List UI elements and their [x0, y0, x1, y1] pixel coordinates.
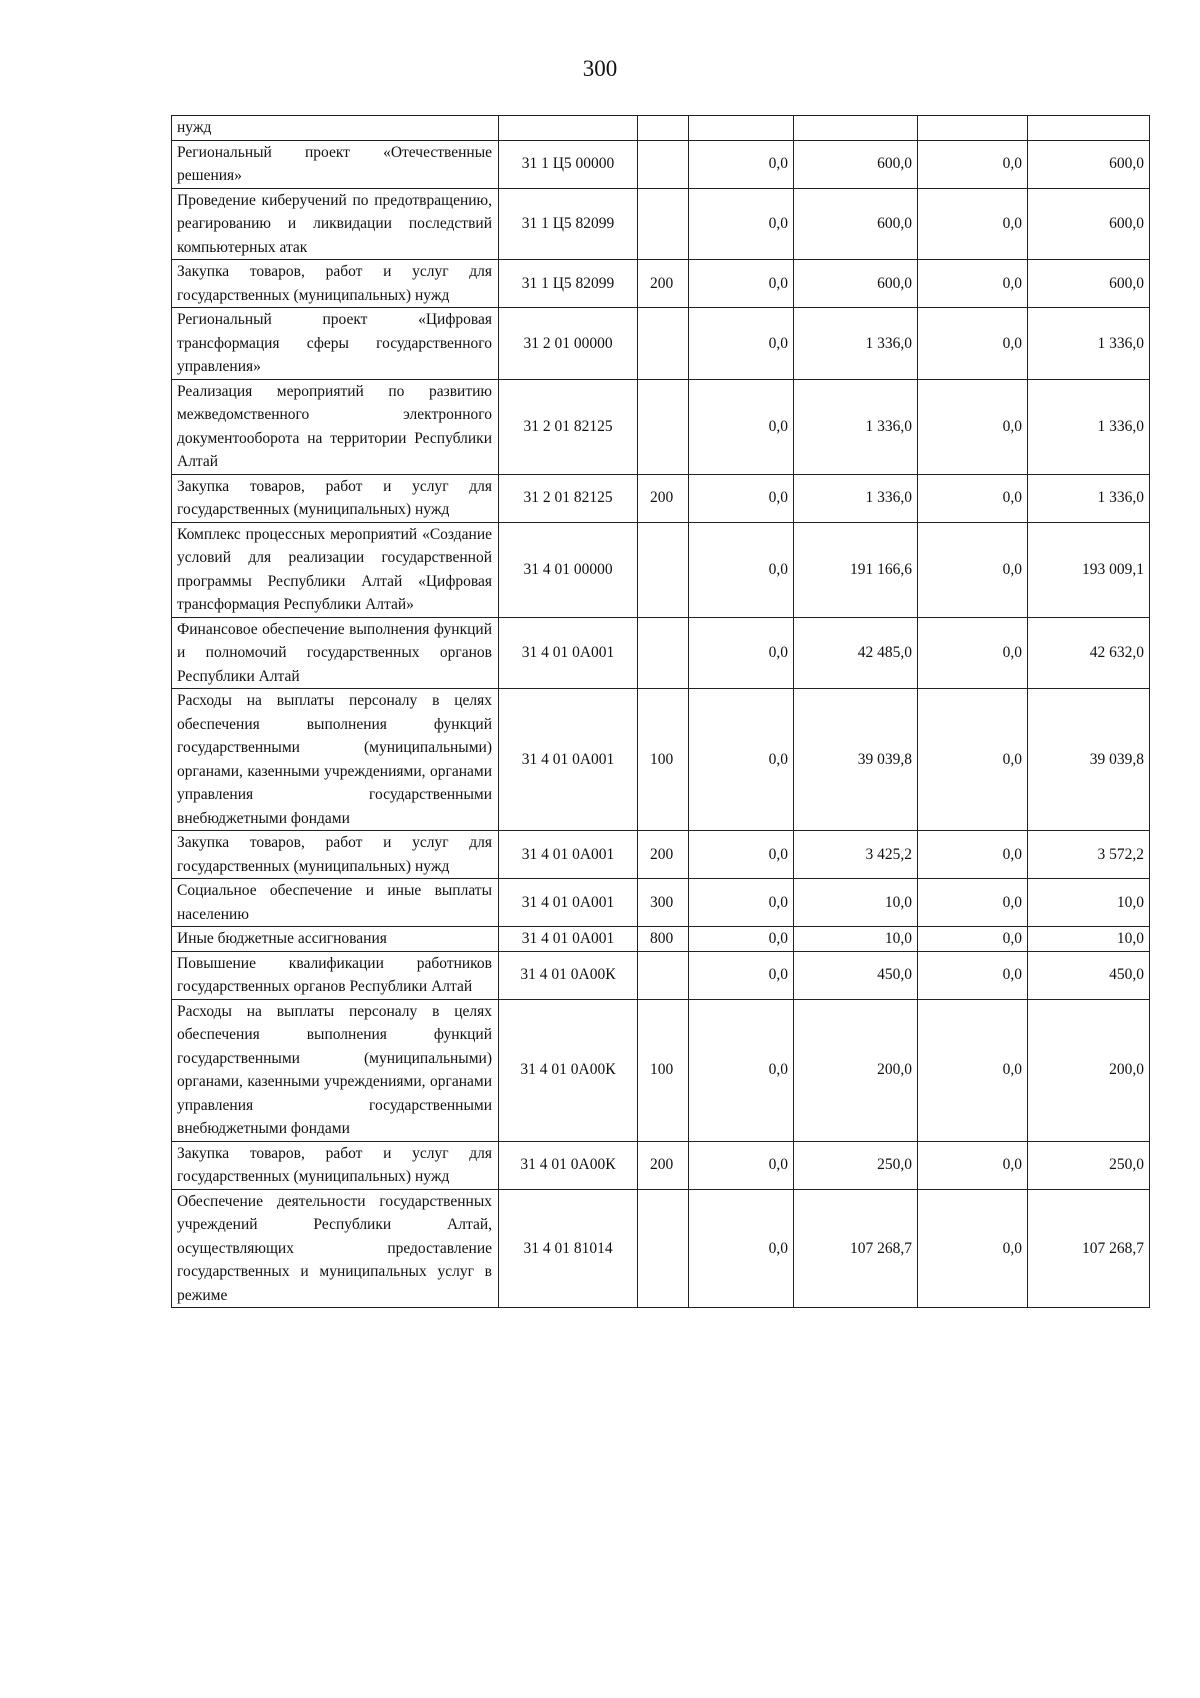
row-value-4-cell: 1 336,0 — [1028, 308, 1150, 380]
row-value-1-cell: 0,0 — [689, 1141, 794, 1189]
row-name-cell: Комплекс процессных мероприятий «Создание условий для реализации государственной программы Республики Алтай «Цифровая трансформация Республики Алтай» — [172, 522, 499, 617]
row-name-cell: Проведение киберучений по предотвращению, реагированию и ликвидации последствий компьютерных атак — [172, 188, 499, 260]
row-value-1-cell: 0,0 — [689, 951, 794, 999]
row-value-4-cell: 600,0 — [1028, 140, 1150, 188]
page-number: 300 — [582, 56, 618, 81]
row-value-2-cell: 42 485,0 — [794, 617, 918, 689]
row-name-cell: Закупка товаров, работ и услуг для государственных (муниципальных) нужд — [172, 831, 499, 879]
row-value-3-cell: 0,0 — [918, 927, 1028, 952]
row-code-cell: 31 2 01 82125 — [499, 474, 638, 522]
table-row — [172, 260, 1150, 308]
row-code-cell: 31 4 01 0А001 — [499, 617, 638, 689]
row-expense-type-cell: 100 — [638, 999, 689, 1141]
row-value-4-cell: 1 336,0 — [1028, 379, 1150, 474]
row-value-4-cell: 39 039,8 — [1028, 689, 1150, 831]
row-value-3-cell — [918, 116, 1028, 141]
row-name-cell: Социальное обеспечение и иные выплаты населению — [172, 879, 499, 927]
row-value-2-cell: 10,0 — [794, 927, 918, 952]
row-value-3-cell: 0,0 — [918, 474, 1028, 522]
row-name-cell: Региональный проект «Цифровая трансформация сферы государственного управления» — [172, 308, 499, 380]
table-row — [172, 951, 1150, 999]
row-expense-type-cell: 200 — [638, 1141, 689, 1189]
row-value-3-cell: 0,0 — [918, 999, 1028, 1141]
row-value-3-cell: 0,0 — [918, 831, 1028, 879]
row-name-cell: Закупка товаров, работ и услуг для государственных (муниципальных) нужд — [172, 260, 499, 308]
row-code-cell: 31 4 01 0А00К — [499, 999, 638, 1141]
row-value-2-cell: 450,0 — [794, 951, 918, 999]
row-value-2-cell: 10,0 — [794, 879, 918, 927]
row-value-1-cell: 0,0 — [689, 879, 794, 927]
row-code-cell: 31 4 01 0А001 — [499, 879, 638, 927]
row-value-1-cell: 0,0 — [689, 927, 794, 952]
table-row — [172, 927, 1150, 952]
row-value-3-cell: 0,0 — [918, 1141, 1028, 1189]
row-expense-type-cell — [638, 308, 689, 380]
row-value-1-cell: 0,0 — [689, 379, 794, 474]
row-value-2-cell: 3 425,2 — [794, 831, 918, 879]
row-name-cell: Региональный проект «Отечественные решения» — [172, 140, 499, 188]
row-value-3-cell: 0,0 — [918, 689, 1028, 831]
row-expense-type-cell — [638, 951, 689, 999]
row-value-3-cell: 0,0 — [918, 188, 1028, 260]
row-code-cell: 31 1 Ц5 82099 — [499, 188, 638, 260]
row-value-2-cell: 1 336,0 — [794, 308, 918, 380]
row-code-cell: 31 1 Ц5 00000 — [499, 140, 638, 188]
row-value-1-cell — [689, 116, 794, 141]
row-value-3-cell: 0,0 — [918, 379, 1028, 474]
budget-table — [171, 115, 1150, 1308]
row-value-4-cell: 200,0 — [1028, 999, 1150, 1141]
row-expense-type-cell — [638, 379, 689, 474]
row-name-cell: Закупка товаров, работ и услуг для государственных (муниципальных) нужд — [172, 1141, 499, 1189]
row-name-cell: нужд — [172, 116, 499, 141]
row-value-4-cell: 600,0 — [1028, 260, 1150, 308]
row-value-2-cell: 600,0 — [794, 260, 918, 308]
row-value-2-cell: 250,0 — [794, 1141, 918, 1189]
row-value-4-cell: 450,0 — [1028, 951, 1150, 999]
row-value-4-cell: 3 572,2 — [1028, 831, 1150, 879]
row-expense-type-cell: 100 — [638, 689, 689, 831]
row-expense-type-cell — [638, 617, 689, 689]
row-value-1-cell: 0,0 — [689, 999, 794, 1141]
row-value-4-cell: 42 632,0 — [1028, 617, 1150, 689]
row-expense-type-cell: 800 — [638, 927, 689, 952]
row-expense-type-cell — [638, 116, 689, 141]
row-expense-type-cell: 200 — [638, 831, 689, 879]
row-value-2-cell: 191 166,6 — [794, 522, 918, 617]
row-expense-type-cell: 300 — [638, 879, 689, 927]
row-code-cell: 31 4 01 0А00К — [499, 951, 638, 999]
row-value-4-cell: 1 336,0 — [1028, 474, 1150, 522]
row-value-1-cell: 0,0 — [689, 617, 794, 689]
row-value-1-cell: 0,0 — [689, 1189, 794, 1308]
row-value-4-cell: 107 268,7 — [1028, 1189, 1150, 1308]
row-value-1-cell: 0,0 — [689, 308, 794, 380]
row-code-cell: 31 4 01 0А001 — [499, 831, 638, 879]
table-row — [172, 308, 1150, 380]
row-value-2-cell: 107 268,7 — [794, 1189, 918, 1308]
row-code-cell: 31 4 01 00000 — [499, 522, 638, 617]
row-code-cell: 31 2 01 00000 — [499, 308, 638, 380]
row-code-cell — [499, 116, 638, 141]
row-value-2-cell: 1 336,0 — [794, 379, 918, 474]
row-code-cell: 31 4 01 81014 — [499, 1189, 638, 1308]
row-value-4-cell: 193 009,1 — [1028, 522, 1150, 617]
row-value-2-cell: 1 336,0 — [794, 474, 918, 522]
row-value-3-cell: 0,0 — [918, 879, 1028, 927]
table-row — [172, 474, 1150, 522]
row-value-2-cell: 200,0 — [794, 999, 918, 1141]
row-value-3-cell: 0,0 — [918, 260, 1028, 308]
row-expense-type-cell — [638, 140, 689, 188]
table-row — [172, 831, 1150, 879]
table-body — [172, 116, 1150, 1308]
row-code-cell: 31 4 01 0А00К — [499, 1141, 638, 1189]
table-row — [172, 379, 1150, 474]
table-row — [172, 1189, 1150, 1308]
row-code-cell: 31 1 Ц5 82099 — [499, 260, 638, 308]
table-row — [172, 617, 1150, 689]
table-row — [172, 1141, 1150, 1189]
row-expense-type-cell: 200 — [638, 260, 689, 308]
row-expense-type-cell: 200 — [638, 474, 689, 522]
row-expense-type-cell — [638, 188, 689, 260]
row-name-cell: Расходы на выплаты персоналу в целях обеспечения выполнения функций государственными (муниципальными) органами, казенными учреждениями, органами управления государственными внебюджетными фондами — [172, 999, 499, 1141]
row-value-1-cell: 0,0 — [689, 831, 794, 879]
row-value-3-cell: 0,0 — [918, 308, 1028, 380]
row-name-cell: Реализация мероприятий по развитию межведомственного электронного документооборота на территории Республики Алтай — [172, 379, 499, 474]
row-code-cell: 31 2 01 82125 — [499, 379, 638, 474]
row-name-cell: Закупка товаров, работ и услуг для государственных (муниципальных) нужд — [172, 474, 499, 522]
row-value-1-cell: 0,0 — [689, 260, 794, 308]
row-value-1-cell: 0,0 — [689, 140, 794, 188]
table-row — [172, 999, 1150, 1141]
row-name-cell: Обеспечение деятельности государственных учреждений Республики Алтай, осуществляющих предоставление государственных и муниципальных услуг в режиме — [172, 1189, 499, 1308]
row-value-1-cell: 0,0 — [689, 474, 794, 522]
row-value-3-cell: 0,0 — [918, 1189, 1028, 1308]
row-code-cell: 31 4 01 0А001 — [499, 927, 638, 952]
row-value-2-cell — [794, 116, 918, 141]
row-value-3-cell: 0,0 — [918, 140, 1028, 188]
table-row — [172, 140, 1150, 188]
row-value-2-cell: 39 039,8 — [794, 689, 918, 831]
row-value-3-cell: 0,0 — [918, 617, 1028, 689]
row-code-cell: 31 4 01 0А001 — [499, 689, 638, 831]
row-name-cell: Повышение квалификации работников государственных органов Республики Алтай — [172, 951, 499, 999]
row-value-4-cell: 250,0 — [1028, 1141, 1150, 1189]
row-value-4-cell: 600,0 — [1028, 188, 1150, 260]
row-expense-type-cell — [638, 1189, 689, 1308]
row-value-1-cell: 0,0 — [689, 522, 794, 617]
row-name-cell: Расходы на выплаты персоналу в целях обеспечения выполнения функций государственными (муниципальными) органами, казенными учреждениями, органами управления государственными внебюджетными фондами — [172, 689, 499, 831]
row-value-1-cell: 0,0 — [689, 689, 794, 831]
table-row — [172, 522, 1150, 617]
row-value-3-cell: 0,0 — [918, 951, 1028, 999]
row-value-3-cell: 0,0 — [918, 522, 1028, 617]
table-row — [172, 116, 1150, 141]
table-row — [172, 879, 1150, 927]
row-value-1-cell: 0,0 — [689, 188, 794, 260]
row-value-2-cell: 600,0 — [794, 140, 918, 188]
row-value-4-cell: 10,0 — [1028, 927, 1150, 952]
table-row — [172, 689, 1150, 831]
row-value-2-cell: 600,0 — [794, 188, 918, 260]
row-name-cell: Иные бюджетные ассигнования — [172, 927, 499, 952]
row-expense-type-cell — [638, 522, 689, 617]
row-value-4-cell — [1028, 116, 1150, 141]
row-value-4-cell: 10,0 — [1028, 879, 1150, 927]
table-row — [172, 188, 1150, 260]
row-name-cell: Финансовое обеспечение выполнения функций и полномочий государственных органов Республики Алтай — [172, 617, 499, 689]
